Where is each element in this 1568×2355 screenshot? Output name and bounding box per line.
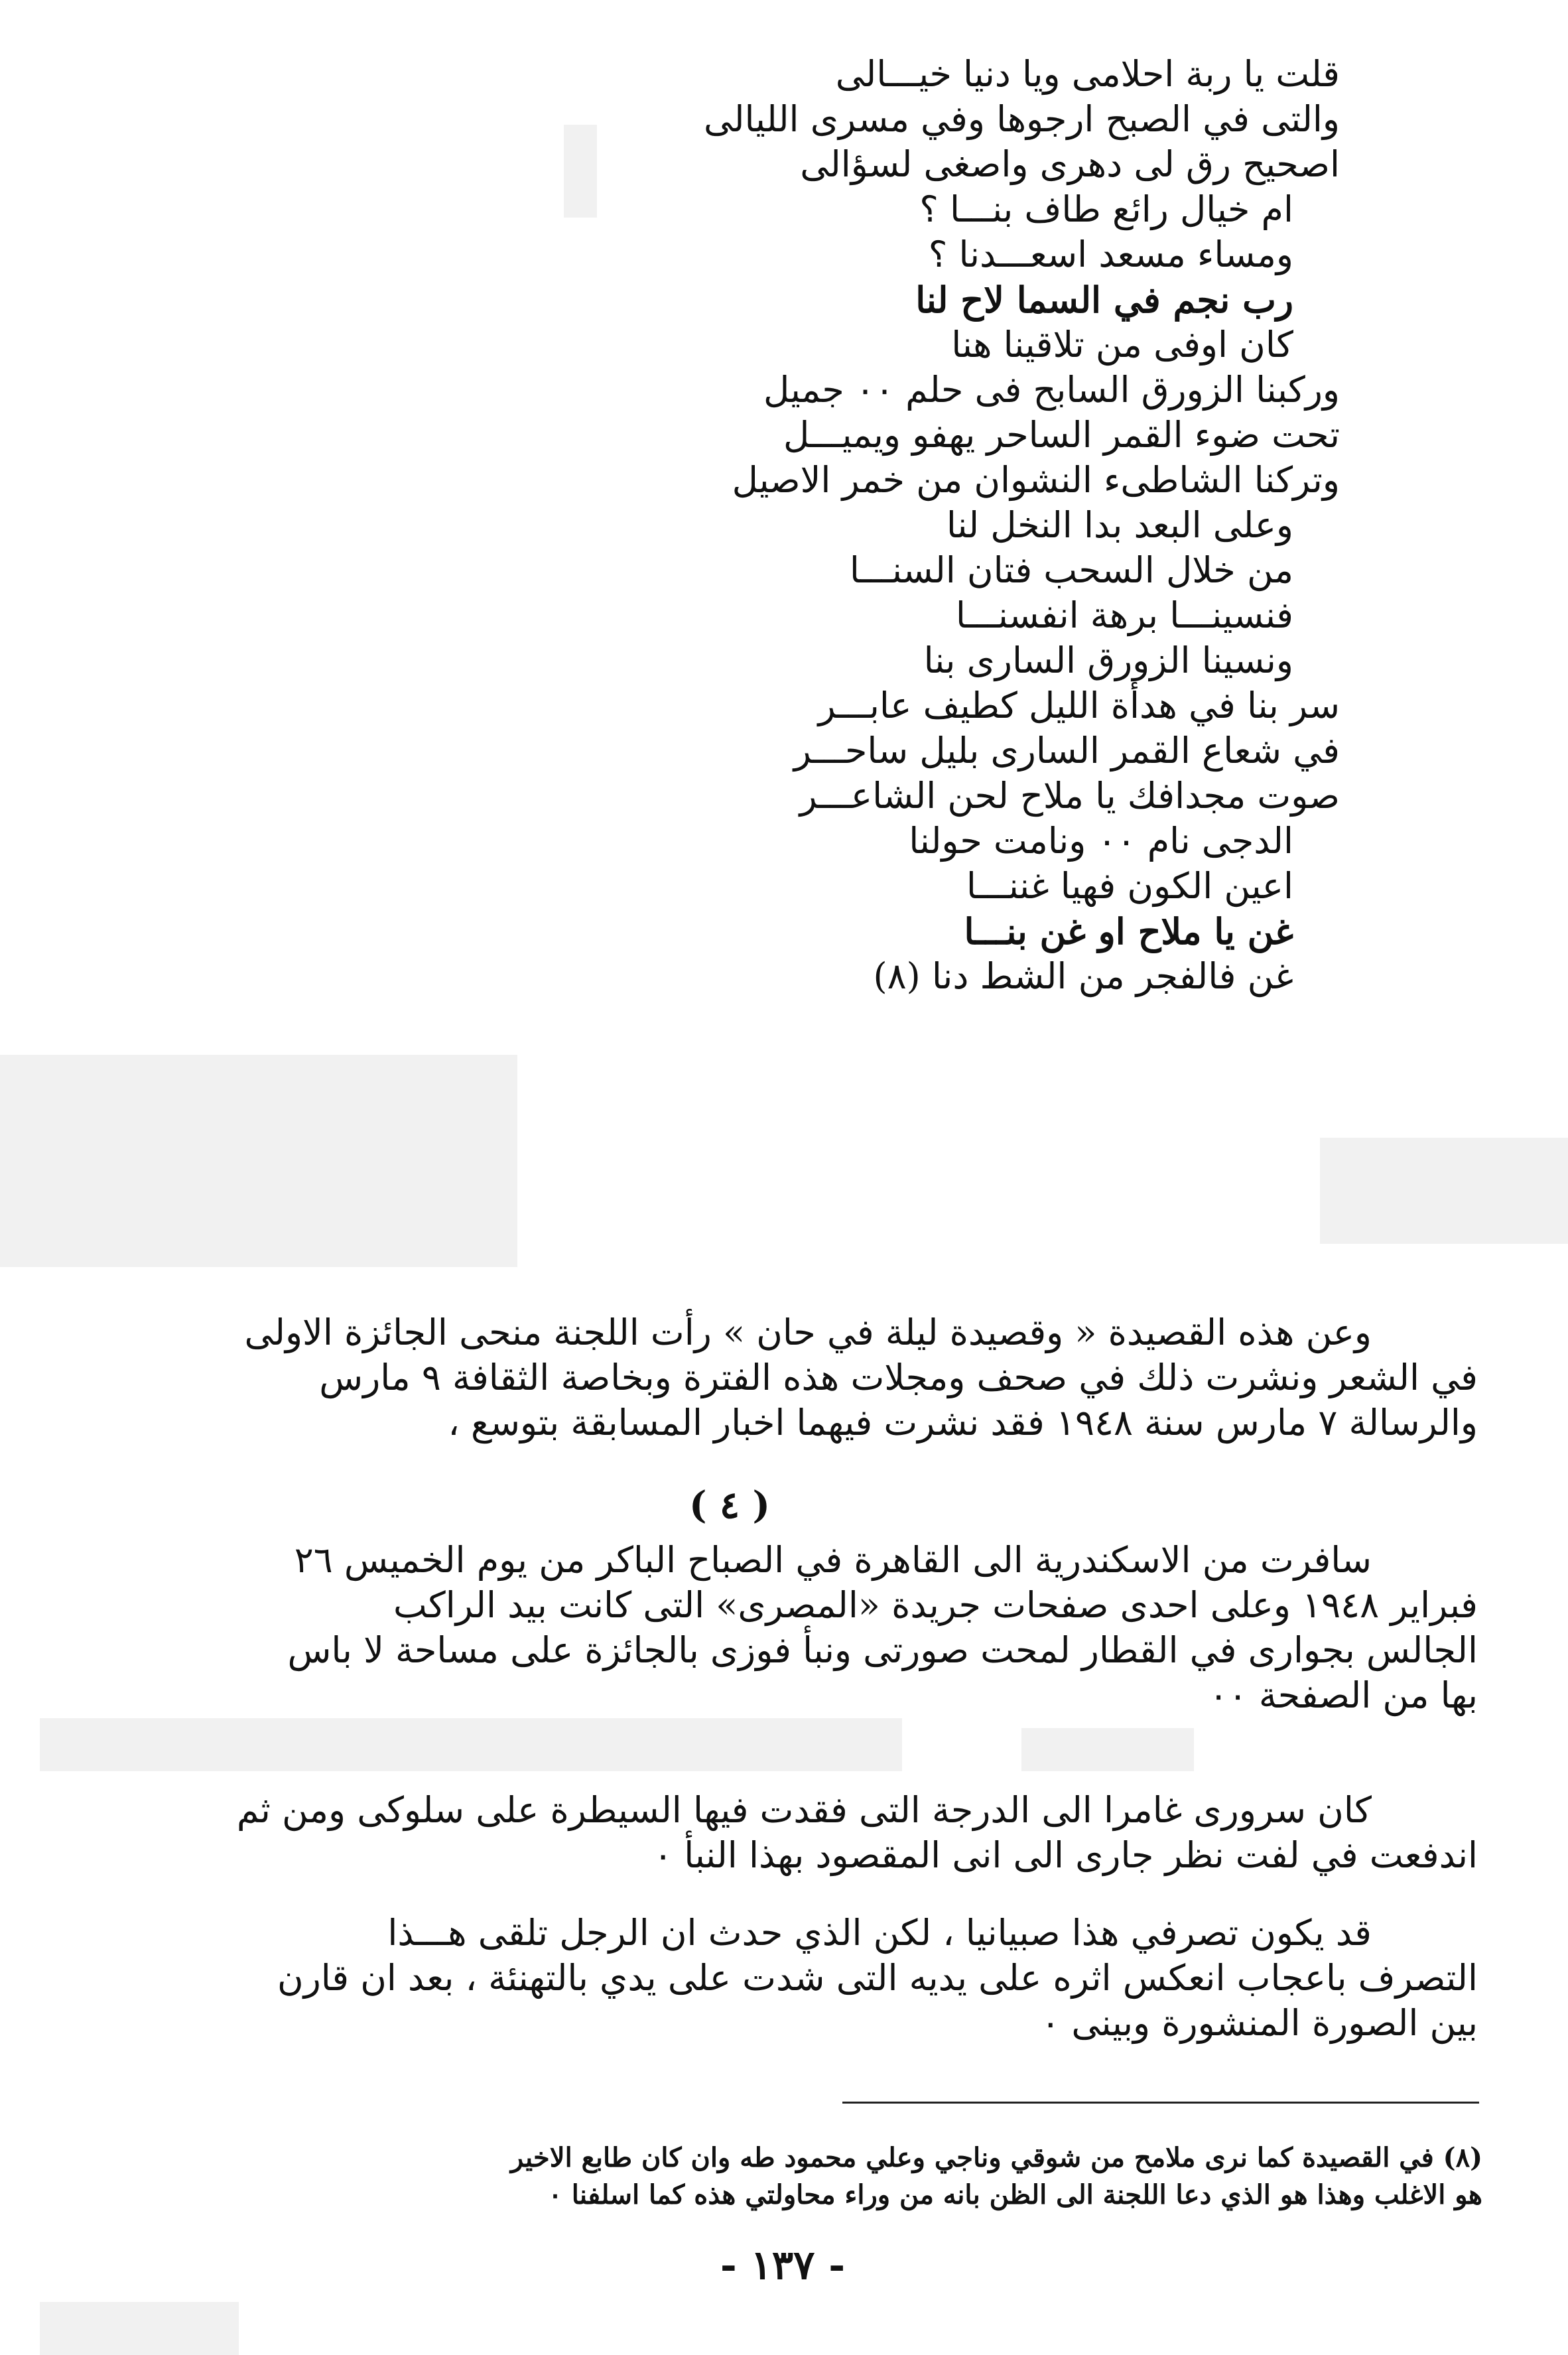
page-number: - ١٣٧ -	[720, 2242, 846, 2289]
paragraph-line: التصرف باعجاب انعكس اثره على يديه التى شدت على يدي بالتهنئة ، بعد ان قارن	[277, 1957, 1478, 1999]
poem-verse: في شعاع القمر السارى بليل ساحـــر	[793, 730, 1340, 772]
footnote-line: (٨) في القصيدة كما نرى ملامح من شوقي وناجي وعلي محمود طه وان كان طابع الاخير	[510, 2142, 1482, 2173]
scan-patch	[1320, 1138, 1568, 1244]
poem-verse: وعلى البعد بدا النخل لنا	[946, 504, 1293, 546]
poem-verse: ونسينا الزورق السارى بنا	[923, 639, 1293, 681]
scan-patch	[0, 1055, 517, 1267]
footnote-divider	[842, 2102, 1479, 2104]
poem-verse: ومساء مسعد اسعـــدنا ؟	[928, 234, 1293, 275]
paragraph-line: بها من الصفحة ٠٠	[1209, 1674, 1478, 1716]
poem	[517, 52, 1340, 999]
poem-verse: غن فالفجر من الشط دنا (٨)	[873, 955, 1293, 997]
paragraph-line: سافرت من الاسكندرية الى القاهرة في الصباح الباكر من يوم الخميس ٢٦	[294, 1539, 1372, 1581]
paragraph-line: كان سرورى غامرا الى الدرجة التى فقدت فيها السيطرة على سلوكى ومن ثم	[236, 1789, 1372, 1831]
paragraph-line: والرسالة ٧ مارس سنة ١٩٤٨ فقد نشرت فيهما اخبار المسابقة بتوسع ،	[448, 1402, 1478, 1444]
paragraph	[80, 1538, 1478, 1718]
paragraph-line: فبراير ١٩٤٨ وعلى احدى صفحات جريدة «المصرى» التى كانت بيد الراكب	[393, 1584, 1478, 1626]
poem-verse: اعين الكون فهيا غننـــا	[966, 865, 1293, 907]
poem-verse: فنسينـــا برهة انفسنـــا	[955, 594, 1293, 636]
poem-verse: غن يا ملاح او غن بنـــا	[964, 910, 1293, 953]
poem-verse: قلت يا ربة احلامى ويا دنيا خيـــالى	[835, 53, 1340, 95]
paragraph	[80, 1911, 1478, 2046]
poem-verse: وركبنا الزورق السابح فى حلم ٠٠ جميل	[763, 369, 1340, 411]
poem-verse: كان اوفى من تلاقينا هنا	[951, 324, 1293, 366]
scan-patch	[1021, 1728, 1194, 1771]
poem-verse: رب نجم في السما لاح لنا	[915, 279, 1293, 321]
poem-verse: اصحيح رق لى دهرى واصغى لسؤالى	[800, 143, 1340, 185]
section-number: ( ٤ )	[688, 1483, 771, 1527]
footnote-line: هو الاغلب وهذا هو الذي دعا اللجنة الى الظن بانه من وراء محاولتي هذه كما اسلفنا ٠	[548, 2179, 1482, 2210]
paragraph	[80, 1788, 1478, 1878]
poem-verse: وتركنا الشاطىء النشوان من خمر الاصيل	[732, 459, 1340, 501]
paragraph-line: وعن هذه القصيدة « وقصيدة ليلة في حان » رأت اللجنة منحى الجائزة الاولى	[244, 1312, 1372, 1353]
poem-verse: صوت مجدافك يا ملاح لحن الشاعـــر	[799, 775, 1340, 817]
poem-verse: ام خيال رائع طاف بنـــا ؟	[919, 188, 1293, 230]
paragraph-line: قد يكون تصرفي هذا صبيانيا ، لكن الذي حدث ان الرجل تلقى هـــذا	[387, 1912, 1372, 1954]
paragraph-line: الجالس بجوارى في القطار لمحت صورتى ونبأ فوزى بالجائزة على مساحة لا باس	[287, 1629, 1478, 1671]
paragraph-line: في الشعر ونشرت ذلك في صحف ومجلات هذه الفترة وبخاصة الثقافة ٩ مارس	[319, 1357, 1478, 1398]
poem-verse: الدجى نام ٠٠ ونامت حولنا	[909, 820, 1293, 862]
scan-patch	[40, 1718, 902, 1771]
poem-verse: تحت ضوء القمر الساحر يهفو ويميـــل	[783, 414, 1340, 456]
paragraph-line: اندفعت في لفت نظر جارى الى انى المقصود بهذا النبأ ٠	[653, 1834, 1478, 1876]
poem-verse: والتى في الصبح ارجوها وفي مسرى الليالى	[704, 98, 1340, 140]
poem-verse: من خلال السحب فتان السنـــا	[849, 549, 1293, 591]
scan-patch	[40, 2302, 239, 2355]
footnote	[73, 2139, 1482, 2214]
paragraph	[80, 1310, 1478, 1446]
paragraph-line: بين الصورة المنشورة وبينى ٠	[1041, 2002, 1478, 2044]
poem-verse: سر بنا في هدأة الليل كطيف عابـــر	[818, 685, 1340, 726]
